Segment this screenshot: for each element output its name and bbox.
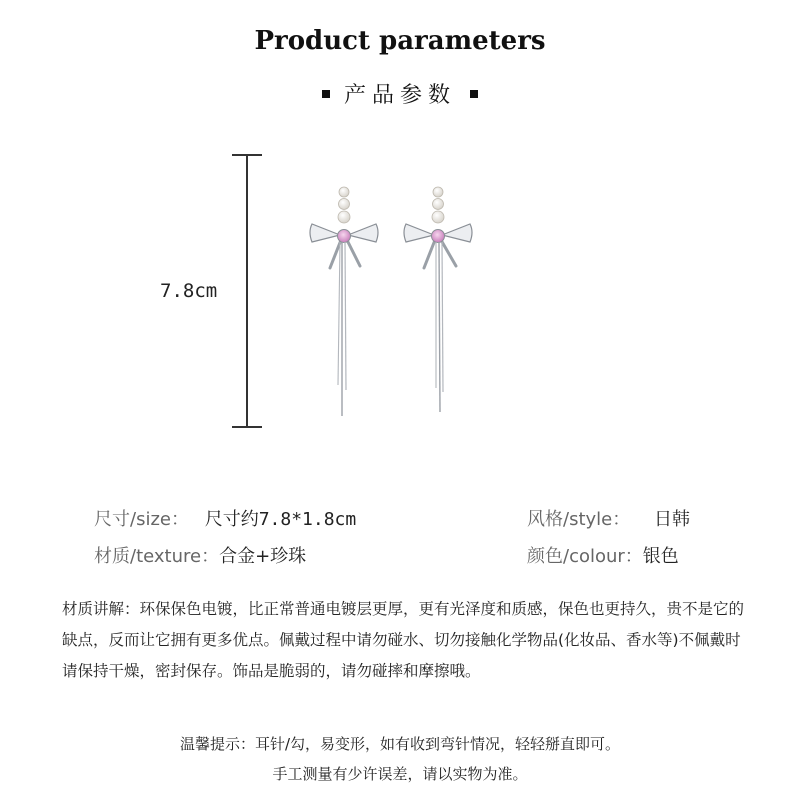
warm-tip: 温馨提示：耳针/勾，易变形，如有收到弯针情况，轻轻掰直即可。	[179, 735, 621, 753]
bow-right-loop	[442, 224, 472, 242]
left-earring	[310, 187, 378, 416]
spec-colour	[527, 542, 679, 568]
chain	[442, 242, 443, 392]
subtitle-text: 产品参数	[343, 83, 456, 108]
section-subtitle	[0, 78, 800, 109]
spec-size	[94, 505, 356, 531]
bow-tails	[424, 240, 456, 268]
spec-size-value: 尺寸约7.8*1.8cm	[204, 509, 357, 530]
pearl	[339, 199, 350, 210]
dimension-line	[246, 155, 248, 427]
spec-texture	[94, 542, 306, 568]
page-title: Product parameters	[254, 26, 546, 56]
square-bullet-icon	[470, 90, 478, 98]
pink-stone	[338, 230, 351, 243]
material-description: 材质讲解：环保保色电镀，比正常普通电镀层更厚，更有光泽度和质感，保色也更持久，贵不是它的缺点，反而让它拥有更多优点。佩戴过程中请勿碰水、切勿接触化学物品(化妆品、香水等)不佩戴时请保持干燥，密封保存。饰品是脆弱的，请勿碰摔和摩擦哦。	[62, 600, 745, 680]
pearl	[433, 199, 444, 210]
spec-colour-label: 颜色/colour：	[527, 546, 643, 567]
chain	[439, 242, 440, 412]
dimension-label: 7.8cm	[160, 280, 218, 302]
spec-size-label: 尺寸/size：	[94, 509, 189, 530]
spec-colour-value: 银色	[642, 546, 679, 567]
earrings-image	[300, 180, 480, 430]
chain	[345, 242, 346, 390]
measurement-note: 手工测量有少许误差，请以实物为准。	[272, 765, 528, 783]
bow-left-loop	[310, 224, 340, 242]
pearl	[433, 187, 443, 197]
spec-texture-label: 材质/texture：	[94, 546, 220, 567]
spec-texture-value: 合金+珍珠	[219, 546, 307, 567]
pink-stone	[432, 230, 445, 243]
spec-style-label: 风格/style：	[527, 509, 631, 530]
spec-style-value: 日韩	[653, 509, 690, 530]
pearl	[432, 211, 444, 223]
chain	[338, 242, 340, 385]
pearl	[338, 211, 350, 223]
right-earring	[404, 187, 472, 412]
bow-left-loop	[404, 224, 434, 242]
square-bullet-icon	[322, 90, 330, 98]
bow-right-loop	[348, 224, 378, 242]
pearl	[339, 187, 349, 197]
dimension-cap-bottom	[232, 426, 262, 428]
spec-style	[527, 505, 690, 531]
